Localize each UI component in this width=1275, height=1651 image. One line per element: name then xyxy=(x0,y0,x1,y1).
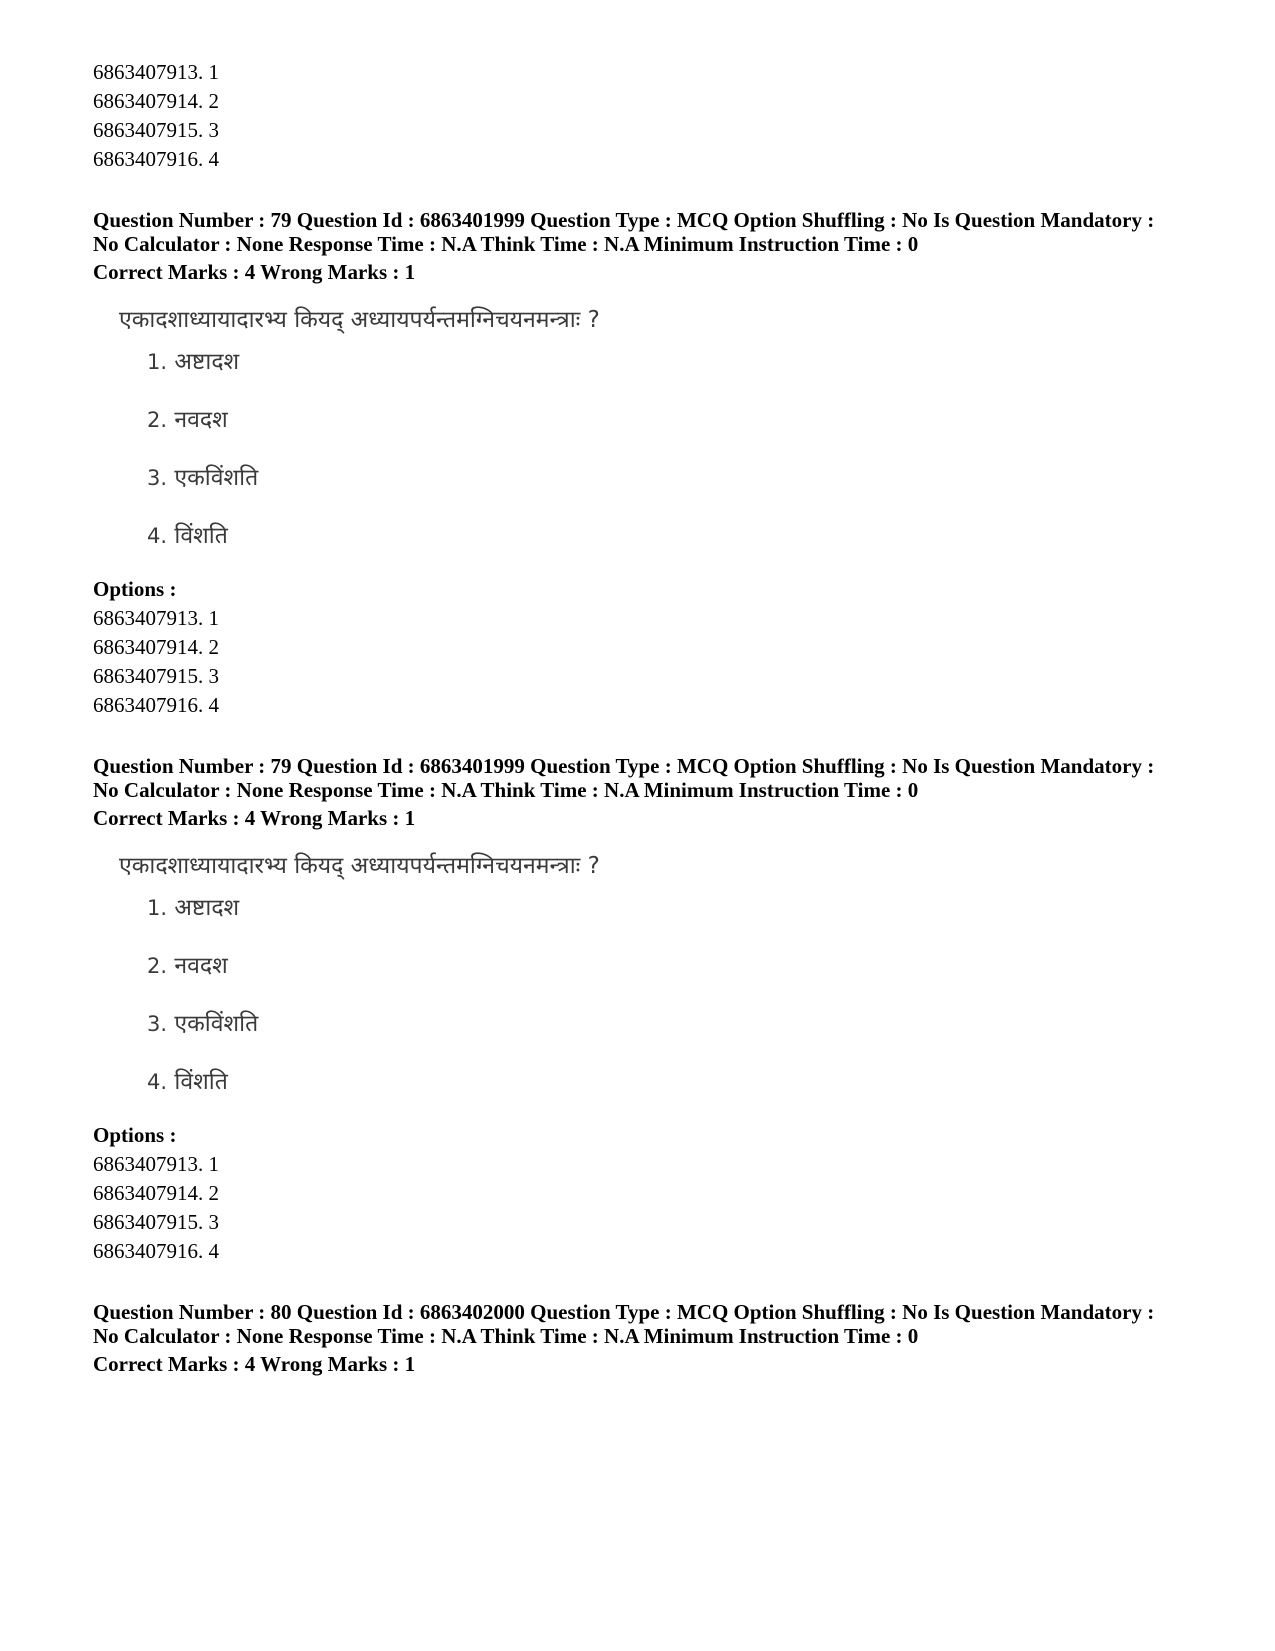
question-meta-line: Question Number : 80 Question Id : 6863402000 Question Type : MCQ Option Shuffling : No Is Question Mandatory : xyxy=(93,1300,1155,1324)
choice-number: 1. xyxy=(147,350,168,374)
question-image xyxy=(119,305,1203,571)
question-meta-line: No Calculator : None Response Time : N.A Think Time : N.A Minimum Instruction Time : 0 xyxy=(93,778,919,802)
question-meta-line: Question Number : 79 Question Id : 6863401999 Question Type : MCQ Option Shuffling : No Is Question Mandatory : xyxy=(93,208,1155,232)
choice-item xyxy=(147,1009,1203,1067)
options-label: Options : xyxy=(93,1123,177,1147)
question-meta-line: No Calculator : None Response Time : N.A Think Time : N.A Minimum Instruction Time : 0 xyxy=(93,1324,919,1348)
choice-text: अष्टादश xyxy=(174,895,240,921)
choice-number: 2. xyxy=(147,954,168,978)
choice-text: एकविंशति xyxy=(174,465,259,491)
question-image xyxy=(119,851,1203,1117)
spacer xyxy=(93,720,1203,754)
choice-item xyxy=(147,1067,1203,1117)
choice-number: 4. xyxy=(147,524,168,548)
option-row: 6863407914. 2 xyxy=(93,635,219,659)
choice-item xyxy=(147,893,1203,951)
option-row: 6863407915. 3 xyxy=(93,664,219,688)
choice-number: 3. xyxy=(147,466,168,490)
option-row: 6863407914. 2 xyxy=(93,1181,219,1205)
choice-text: विंशति xyxy=(174,1069,228,1095)
option-row: 6863407916. 4 xyxy=(93,693,219,717)
top-options-list xyxy=(93,58,1203,174)
question-marks: Correct Marks : 4 Wrong Marks : 1 xyxy=(93,806,416,830)
question-meta-line: No Calculator : None Response Time : N.A Think Time : N.A Minimum Instruction Time : 0 xyxy=(93,232,919,256)
option-row: 6863407916. 4 xyxy=(93,1239,219,1263)
question-text: एकादशाध्यायादारभ्य कियद् अध्यायपर्यन्तमग्निचयनमन्त्राः ? xyxy=(119,853,600,879)
option-row: 6863407913. 1 xyxy=(93,1152,219,1176)
option-row: 6863407915. 3 xyxy=(93,1210,219,1234)
choice-number: 2. xyxy=(147,408,168,432)
spacer xyxy=(93,1266,1203,1300)
spacer xyxy=(93,174,1203,208)
choice-text: नवदश xyxy=(174,407,228,433)
option-row: 6863407914. 2 xyxy=(93,89,219,113)
question-marks: Correct Marks : 4 Wrong Marks : 1 xyxy=(93,1352,416,1376)
option-row: 6863407913. 1 xyxy=(93,606,219,630)
choice-item xyxy=(147,951,1203,1009)
choice-number: 4. xyxy=(147,1070,168,1094)
option-row: 6863407913. 1 xyxy=(93,60,219,84)
choice-text: अष्टादश xyxy=(174,349,240,375)
choice-item xyxy=(147,405,1203,463)
question-block xyxy=(93,208,1203,720)
document-page xyxy=(93,58,1203,1379)
choice-number: 3. xyxy=(147,1012,168,1036)
options-label: Options : xyxy=(93,577,177,601)
question-block xyxy=(93,754,1203,1266)
option-row: 6863407916. 4 xyxy=(93,147,219,171)
question-text: एकादशाध्यायादारभ्य कियद् अध्यायपर्यन्तमग्निचयनमन्त्राः ? xyxy=(119,307,600,333)
question-marks: Correct Marks : 4 Wrong Marks : 1 xyxy=(93,260,416,284)
choice-item xyxy=(147,521,1203,571)
question-block xyxy=(93,1300,1203,1379)
question-meta-line: Question Number : 79 Question Id : 6863401999 Question Type : MCQ Option Shuffling : No Is Question Mandatory : xyxy=(93,754,1155,778)
choice-text: विंशति xyxy=(174,523,228,549)
choice-number: 1. xyxy=(147,896,168,920)
choice-item xyxy=(147,347,1203,405)
choice-item xyxy=(147,463,1203,521)
choice-text: एकविंशति xyxy=(174,1011,259,1037)
choice-text: नवदश xyxy=(174,953,228,979)
option-row: 6863407915. 3 xyxy=(93,118,219,142)
